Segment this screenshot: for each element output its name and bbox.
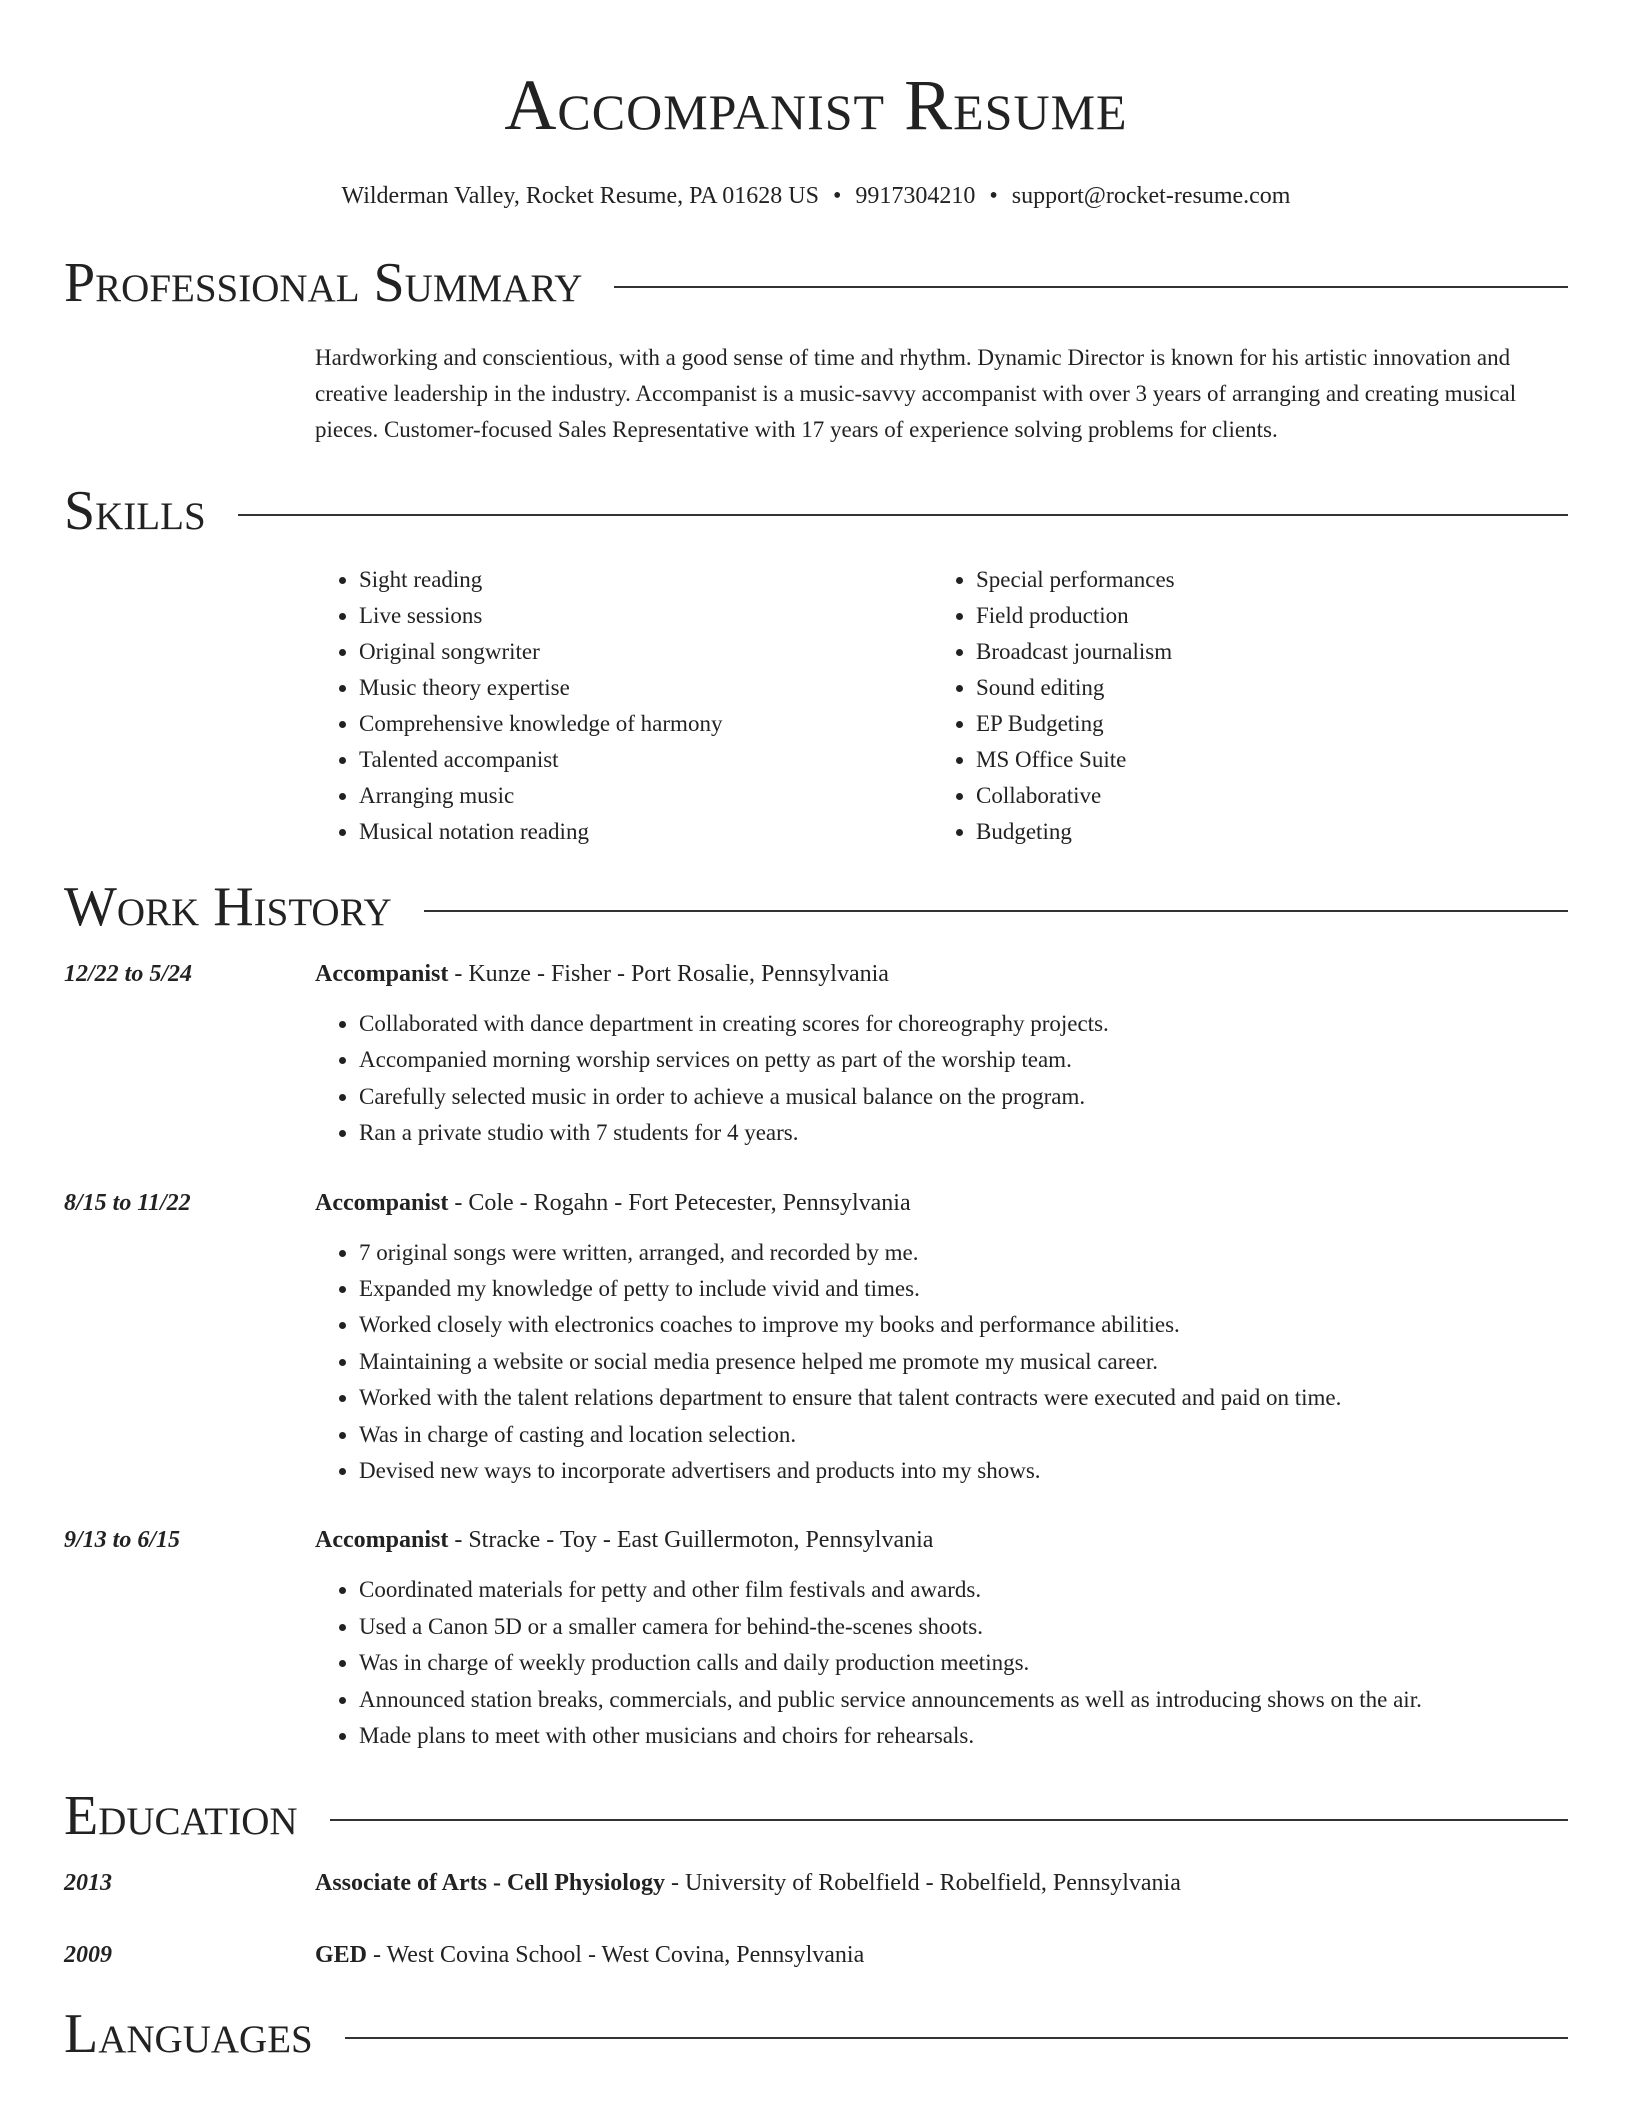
- job-content: [315, 956, 1568, 1152]
- skill-item: • MS Office Suite: [976, 742, 1549, 778]
- contact-separator: •: [989, 183, 998, 209]
- education-entry: [64, 1865, 1568, 1901]
- education-section-header: [64, 1781, 1568, 1851]
- job-bullet: • Expanded my knowledge of petty to include vivid and times.: [359, 1271, 1568, 1307]
- skill-item: • Special performances: [976, 562, 1549, 598]
- skill-item: • Musical notation reading: [359, 814, 932, 850]
- job-entry: [64, 956, 1568, 1152]
- job-date: 12/22 to 5/24: [64, 961, 193, 987]
- contact-phone: 9917304210: [855, 183, 976, 209]
- skill-item: • Collaborative: [976, 778, 1549, 814]
- education-degree: GED: [315, 1941, 368, 1968]
- job-employer: - Cole - Rogahn - Fort Petecester, Pennsylvania: [448, 1189, 911, 1216]
- education-degree: Associate of Arts - Cell Physiology: [315, 1869, 665, 1896]
- work-section-header: [64, 872, 1568, 942]
- education-heading: Education: [64, 1784, 298, 1847]
- job-date: 8/15 to 11/22: [64, 1189, 191, 1216]
- job-employer: - Kunze - Fisher - Port Rosalie, Pennsylvania: [448, 961, 889, 987]
- section-divider: [345, 2037, 1568, 2039]
- skills-heading: Skills: [64, 480, 206, 542]
- skill-item: • Sound editing: [976, 670, 1549, 706]
- section-divider: [614, 286, 1568, 288]
- job-bullet: • Ran a private studio with 7 students for 4 years.: [359, 1115, 1568, 1151]
- skills-grid: [315, 562, 1568, 850]
- job-bullet: • Accompanied morning worship services on petty as part of the worship team.: [359, 1042, 1568, 1078]
- job-bullet: • Was in charge of casting and location selection.: [359, 1417, 1568, 1453]
- job-bullet: • Worked with the talent relations department to ensure that talent contracts were executed and paid on time.: [359, 1380, 1568, 1416]
- languages-heading: Languages: [64, 2002, 313, 2065]
- work-heading: Work History: [64, 876, 392, 938]
- job-employer: - Stracke - Toy - East Guillermoton, Pennsylvania: [448, 1527, 934, 1554]
- education-school: - University of Robelfield - Robelfield, Pennsylvania: [664, 1869, 1181, 1896]
- job-title: Accompanist: [315, 1527, 449, 1554]
- job-content: [315, 1522, 1568, 1754]
- skills-list-left: [315, 562, 932, 850]
- job-bullet: • Devised new ways to incorporate advertisers and products into my shows.: [359, 1453, 1568, 1489]
- job-bullet: • Coordinated materials for petty and other film festivals and awards.: [359, 1572, 1568, 1608]
- job-entry: [64, 1185, 1568, 1490]
- education-date: 2013: [64, 1869, 112, 1896]
- skill-item: • Broadcast journalism: [976, 634, 1549, 670]
- contact-address: Wilderman Valley, Rocket Resume, PA 01628 US: [341, 183, 819, 209]
- resume-title: Accompanist Resume: [504, 65, 1128, 145]
- job-bullet: • Maintaining a website or social media presence helped me promote my musical career.: [359, 1344, 1568, 1380]
- job-bullet: • Carefully selected music in order to achieve a musical balance on the program.: [359, 1079, 1568, 1115]
- job-bullet: • Worked closely with electronics coaches to improve my books and performance abilities.: [359, 1307, 1568, 1343]
- skill-item: • Talented accompanist: [359, 742, 932, 778]
- job-date: 9/13 to 6/15: [64, 1527, 181, 1554]
- education-date: 2009: [64, 1941, 112, 1968]
- skill-item: • Live sessions: [359, 598, 932, 634]
- job-bullet: • Was in charge of weekly production calls and daily production meetings.: [359, 1645, 1568, 1681]
- section-divider: [330, 1819, 1568, 1821]
- section-divider: [238, 514, 1568, 516]
- skill-item: • Budgeting: [976, 814, 1549, 850]
- job-bullets: [315, 1572, 1568, 1754]
- contact-separator: •: [832, 183, 842, 209]
- skill-item: • Arranging music: [359, 778, 932, 814]
- summary-heading: Professional Summary: [64, 252, 583, 314]
- summary-section-header: [64, 248, 1568, 318]
- summary-text: Hardworking and conscientious, with a good sense of time and rhythm. Dynamic Director is known for his artistic innovation and creative leadership in the industry. Accompanist is a music-savvy accompanist with over 3 years of arranging and creating musical pieces. Customer-focused Sales Representative with 17 years of experience solving problems for clients.: [315, 345, 1517, 442]
- education-content: [315, 1865, 1181, 1901]
- resume-page: [64, 0, 1568, 2069]
- languages-section-header: [64, 1999, 1568, 2069]
- education-entry: [64, 1937, 1568, 1973]
- job-title: Accompanist: [315, 961, 449, 987]
- job-bullet: • Used a Canon 5D or a smaller camera for behind-the-scenes shoots.: [359, 1609, 1568, 1645]
- job-content: [315, 1185, 1568, 1490]
- skills-list-right: [932, 562, 1549, 850]
- skill-item: • Field production: [976, 598, 1549, 634]
- job-bullet: • Announced station breaks, commercials, and public service announcements as well as introducing shows on the air.: [359, 1682, 1568, 1718]
- skill-item: • Comprehensive knowledge of harmony: [359, 706, 932, 742]
- contact-line: [64, 180, 1568, 212]
- contact-email[interactable]: support@rocket-resume.com: [1011, 183, 1291, 209]
- job-bullets: [315, 1235, 1568, 1490]
- skill-item: • Original songwriter: [359, 634, 932, 670]
- section-divider: [424, 910, 1568, 912]
- job-bullets: [315, 1006, 1568, 1152]
- education-content: [315, 1937, 864, 1973]
- skills-section-header: [64, 476, 1568, 546]
- education-school: - West Covina School - West Covina, Pennsylvania: [367, 1941, 865, 1968]
- job-title: Accompanist: [315, 1189, 449, 1216]
- skill-item: • Music theory expertise: [359, 670, 932, 706]
- job-bullet: • Made plans to meet with other musicians and choirs for rehearsals.: [359, 1718, 1568, 1754]
- job-entry: [64, 1522, 1568, 1754]
- skill-item: • EP Budgeting: [976, 706, 1549, 742]
- job-bullet: • Collaborated with dance department in creating scores for choreography projects.: [359, 1006, 1568, 1042]
- skill-item: • Sight reading: [359, 562, 932, 598]
- job-bullet: • 7 original songs were written, arranged, and recorded by me.: [359, 1235, 1568, 1271]
